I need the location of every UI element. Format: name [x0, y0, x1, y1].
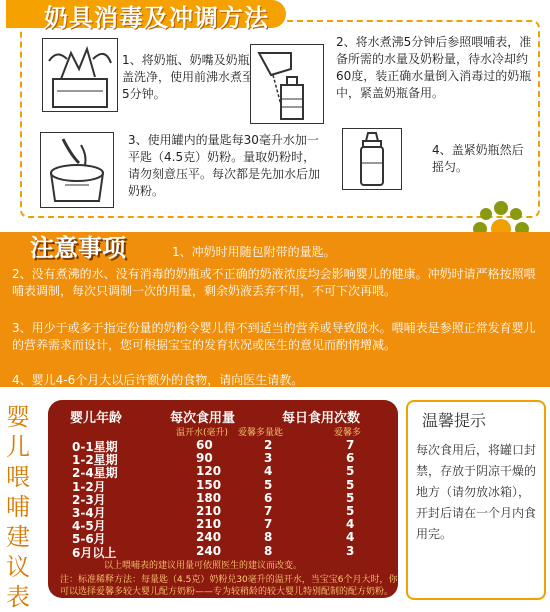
pouring-water-illustration	[250, 44, 324, 124]
washing-bottle-illustration	[42, 38, 118, 112]
table-cell-scoops: 7	[264, 504, 273, 518]
tips-text: 每次食用后，将罐口封禁，存放于阴凉干燥的地方（请勿放冰箱），开封后请在一个月内食用完。	[416, 443, 537, 541]
table-cell-scoops: 7	[264, 517, 273, 532]
preparation-title: 奶具消毒及冲调方法	[44, 3, 269, 32]
table-cell-scoops: 8	[264, 543, 273, 558]
table-cell-water: 210	[196, 517, 222, 532]
table-cell-age: 2-4星期	[72, 466, 118, 481]
side-title-char: 建	[6, 523, 30, 551]
table-cell-feeds: 7	[346, 438, 355, 452]
shaking-bottle-illustration	[342, 128, 402, 190]
table-cell-water: 180	[196, 490, 222, 505]
feeding-guide-side-title	[4, 402, 32, 612]
table-cell-water: 240	[196, 543, 222, 558]
table-note-line: 注：标准稀释方法：每量匙（4.5克）奶粉兑30毫升的温开水，当宝宝6个月大时，你	[60, 575, 398, 585]
step-3-text: 3、使用罐内的量匙每30毫升水加一平匙（4.5克）奶粉。量取奶粉时，请勿刻意压平。每次都是先加水后加奶粉。	[128, 133, 321, 198]
table-cell-scoops: 6	[264, 490, 273, 505]
step-2-text: 2、将水煮沸5分钟后参照喂哺表，准备所需的水量及奶粉量，待水冷却约60度，装正确水量倒入消毒过的奶瓶中，紧盖奶瓶备用。	[336, 35, 532, 100]
header-times: 每日食用次数	[282, 411, 361, 426]
side-title-char: 议	[6, 553, 30, 581]
step-1-text: 1、将奶瓶、奶嘴及奶瓶环盖洗净，使用前沸水煮至少5分钟。	[122, 53, 267, 101]
table-cell-age: 1-2月	[72, 479, 106, 494]
subheader-scoops: 爱馨多量匙	[238, 428, 284, 438]
table-cell-water: 90	[196, 451, 213, 466]
side-title-char: 婴	[6, 403, 30, 431]
table-cell-scoops: 5	[264, 477, 273, 492]
table-cell-age: 0-1星期	[72, 440, 118, 454]
table-cell-scoops: 2	[264, 438, 273, 452]
side-title-char: 表	[6, 583, 30, 611]
note-item: 4、婴儿4-6个月大以后许额外的食物，请向医生请教。	[12, 373, 304, 387]
table-note-line: 可以选择爱馨多较大婴儿配方奶粉——专为较稍龄的较大婴儿特别配制的配方奶粉。	[60, 587, 394, 597]
table-cell-age: 5-6月	[72, 532, 106, 547]
table-cell-water: 60	[196, 438, 213, 452]
note-item: 3、用少于或多于指定份量的奶粉令婴儿得不到适当的营养或导致脱水。喂哺表是参照正常发育婴儿的营养需求而设计，您可根据宝宝的发育状况或医生的意见而酌情增减。	[12, 321, 536, 352]
note-item: 2、没有煮沸的水、没有消毒的奶瓶或不正确的奶液浓度均会影响婴儿的健康。冲奶时请严格按照喂哺表调制，每次只调制一次的用量，剩余奶液丢弃不用，不可下次再喂。	[12, 267, 536, 298]
table-cell-age: 2-3月	[72, 492, 106, 507]
table-cell-feeds: 5	[346, 464, 355, 479]
subheader-feeds: 爱馨多	[334, 428, 362, 438]
table-cell-water: 120	[196, 464, 222, 479]
note-item: 1、冲奶时用随包附带的量匙。	[172, 245, 336, 259]
table-cell-age: 6月以上	[72, 545, 117, 560]
side-title-char: 哺	[6, 493, 30, 521]
header-amount: 每次食用量	[170, 411, 236, 426]
table-cell-water: 150	[196, 477, 222, 492]
table-footnote: 以上喂哺表的建议用量可依照医生的建议而改变。	[104, 561, 303, 571]
notes-title: 注意事项	[30, 233, 126, 262]
table-cell-feeds: 3	[346, 543, 355, 558]
table-cell-scoops: 3	[264, 451, 273, 466]
table-cell-scoops: 4	[264, 464, 273, 479]
table-cell-scoops: 8	[264, 530, 273, 545]
subheader-water: 温开水(毫升)	[176, 428, 229, 438]
table-cell-feeds: 5	[346, 504, 355, 518]
side-title-char: 喂	[6, 463, 30, 491]
table-cell-age: 3-4月	[72, 506, 106, 520]
table-cell-feeds: 5	[346, 477, 355, 492]
table-cell-feeds: 6	[346, 451, 355, 466]
table-cell-age: 1-2星期	[72, 453, 118, 468]
table-cell-feeds: 4	[346, 530, 355, 545]
table-cell-water: 240	[196, 530, 222, 545]
tips-title: 温馨提示	[422, 411, 487, 430]
step-4-text: 4、盖紧奶瓶然后摇匀。	[432, 143, 524, 174]
side-title-char: 儿	[6, 433, 30, 461]
scooping-powder-illustration	[40, 132, 114, 208]
table-cell-feeds: 4	[346, 517, 355, 532]
table-cell-feeds: 5	[346, 490, 355, 505]
header-age: 婴儿年龄	[70, 411, 123, 426]
table-cell-water: 210	[196, 504, 222, 518]
table-cell-age: 4-5月	[72, 519, 106, 534]
